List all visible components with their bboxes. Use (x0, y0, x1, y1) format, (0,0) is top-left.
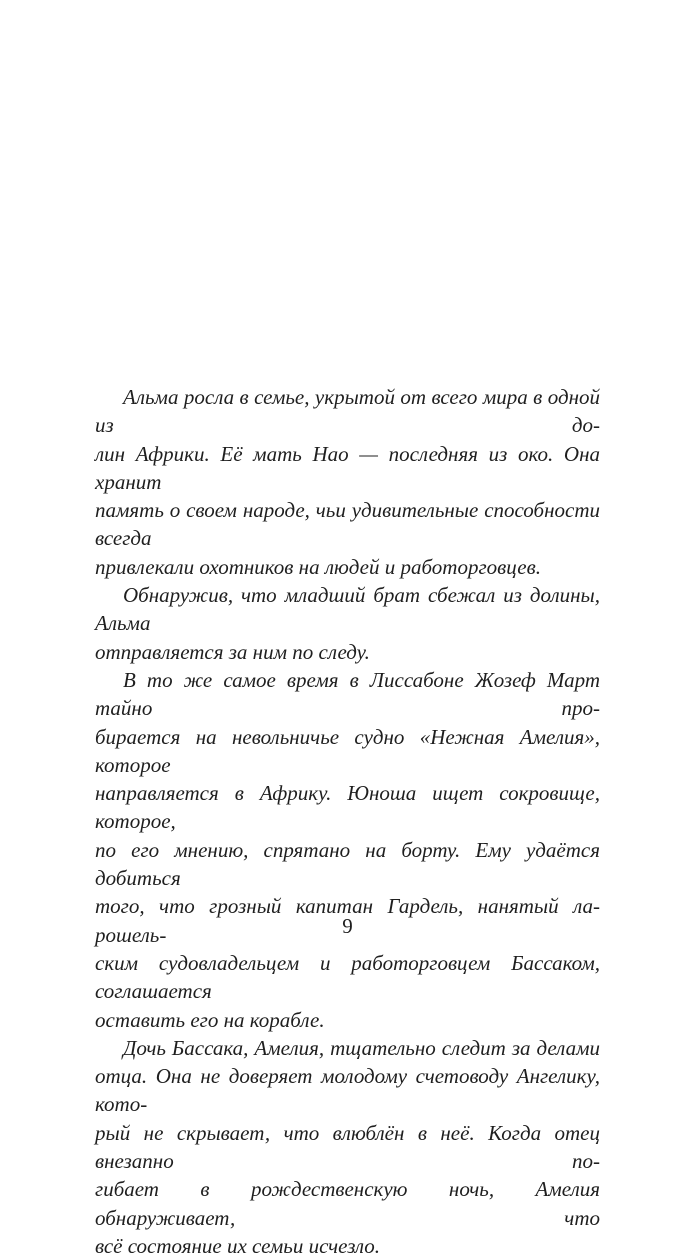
text-line: направляется в Африку. Юноша ищет сокровище, которое, (95, 781, 600, 834)
text-line: Обнаружив, что младший брат сбежал из долины, Альма (95, 583, 600, 636)
synopsis-text (95, 383, 600, 1260)
paragraph (95, 383, 600, 581)
paragraph (95, 666, 600, 1034)
text-line: того, что грозный капитан Гардель, нанятый ла-рошель- (95, 894, 600, 947)
text-line: бирается на невольничье судно «Нежная Амелия», которое (95, 724, 600, 777)
paragraph (95, 1034, 600, 1260)
text-line: лин Африки. Её мать Нао — последняя из око. Она хранит (95, 441, 600, 494)
text-line: по его мнению, спрятано на борту. Ему удаётся добиться (95, 837, 600, 891)
text-line: привлекали охотников на людей и работорговцев. (95, 554, 541, 579)
text-line: память о своем народе, чьи удивительные способности всегда (95, 498, 600, 551)
page-number: 9 (342, 914, 353, 938)
text-line: В то же самое время в Лиссабоне Жозеф Март тайно про- (95, 667, 600, 721)
text-line: ским судовладельцем и работорговцем Бассаком, соглашается (95, 950, 600, 1004)
paragraph (95, 581, 600, 666)
text-line: Дочь Бассака, Амелия, тщательно следит за делами (123, 1035, 600, 1060)
text-line: Альма росла в семье, укрытой от всего мира в одной из до- (95, 385, 600, 438)
text-line: отправляется за ним по следу. (95, 639, 370, 664)
text-line: оставить его на корабле. (95, 1007, 325, 1032)
text-line: всё состояние их семьи исчезло. (95, 1233, 381, 1258)
text-line: рый не скрывает, что влюблён в неё. Когда отец внезапно по- (95, 1120, 600, 1174)
text-line: гибает в рождественскую ночь, Амелия обнаруживает, что (95, 1177, 600, 1230)
text-line: отца. Она не доверяет молодому счетоводу Ангелику, кото- (95, 1064, 600, 1117)
